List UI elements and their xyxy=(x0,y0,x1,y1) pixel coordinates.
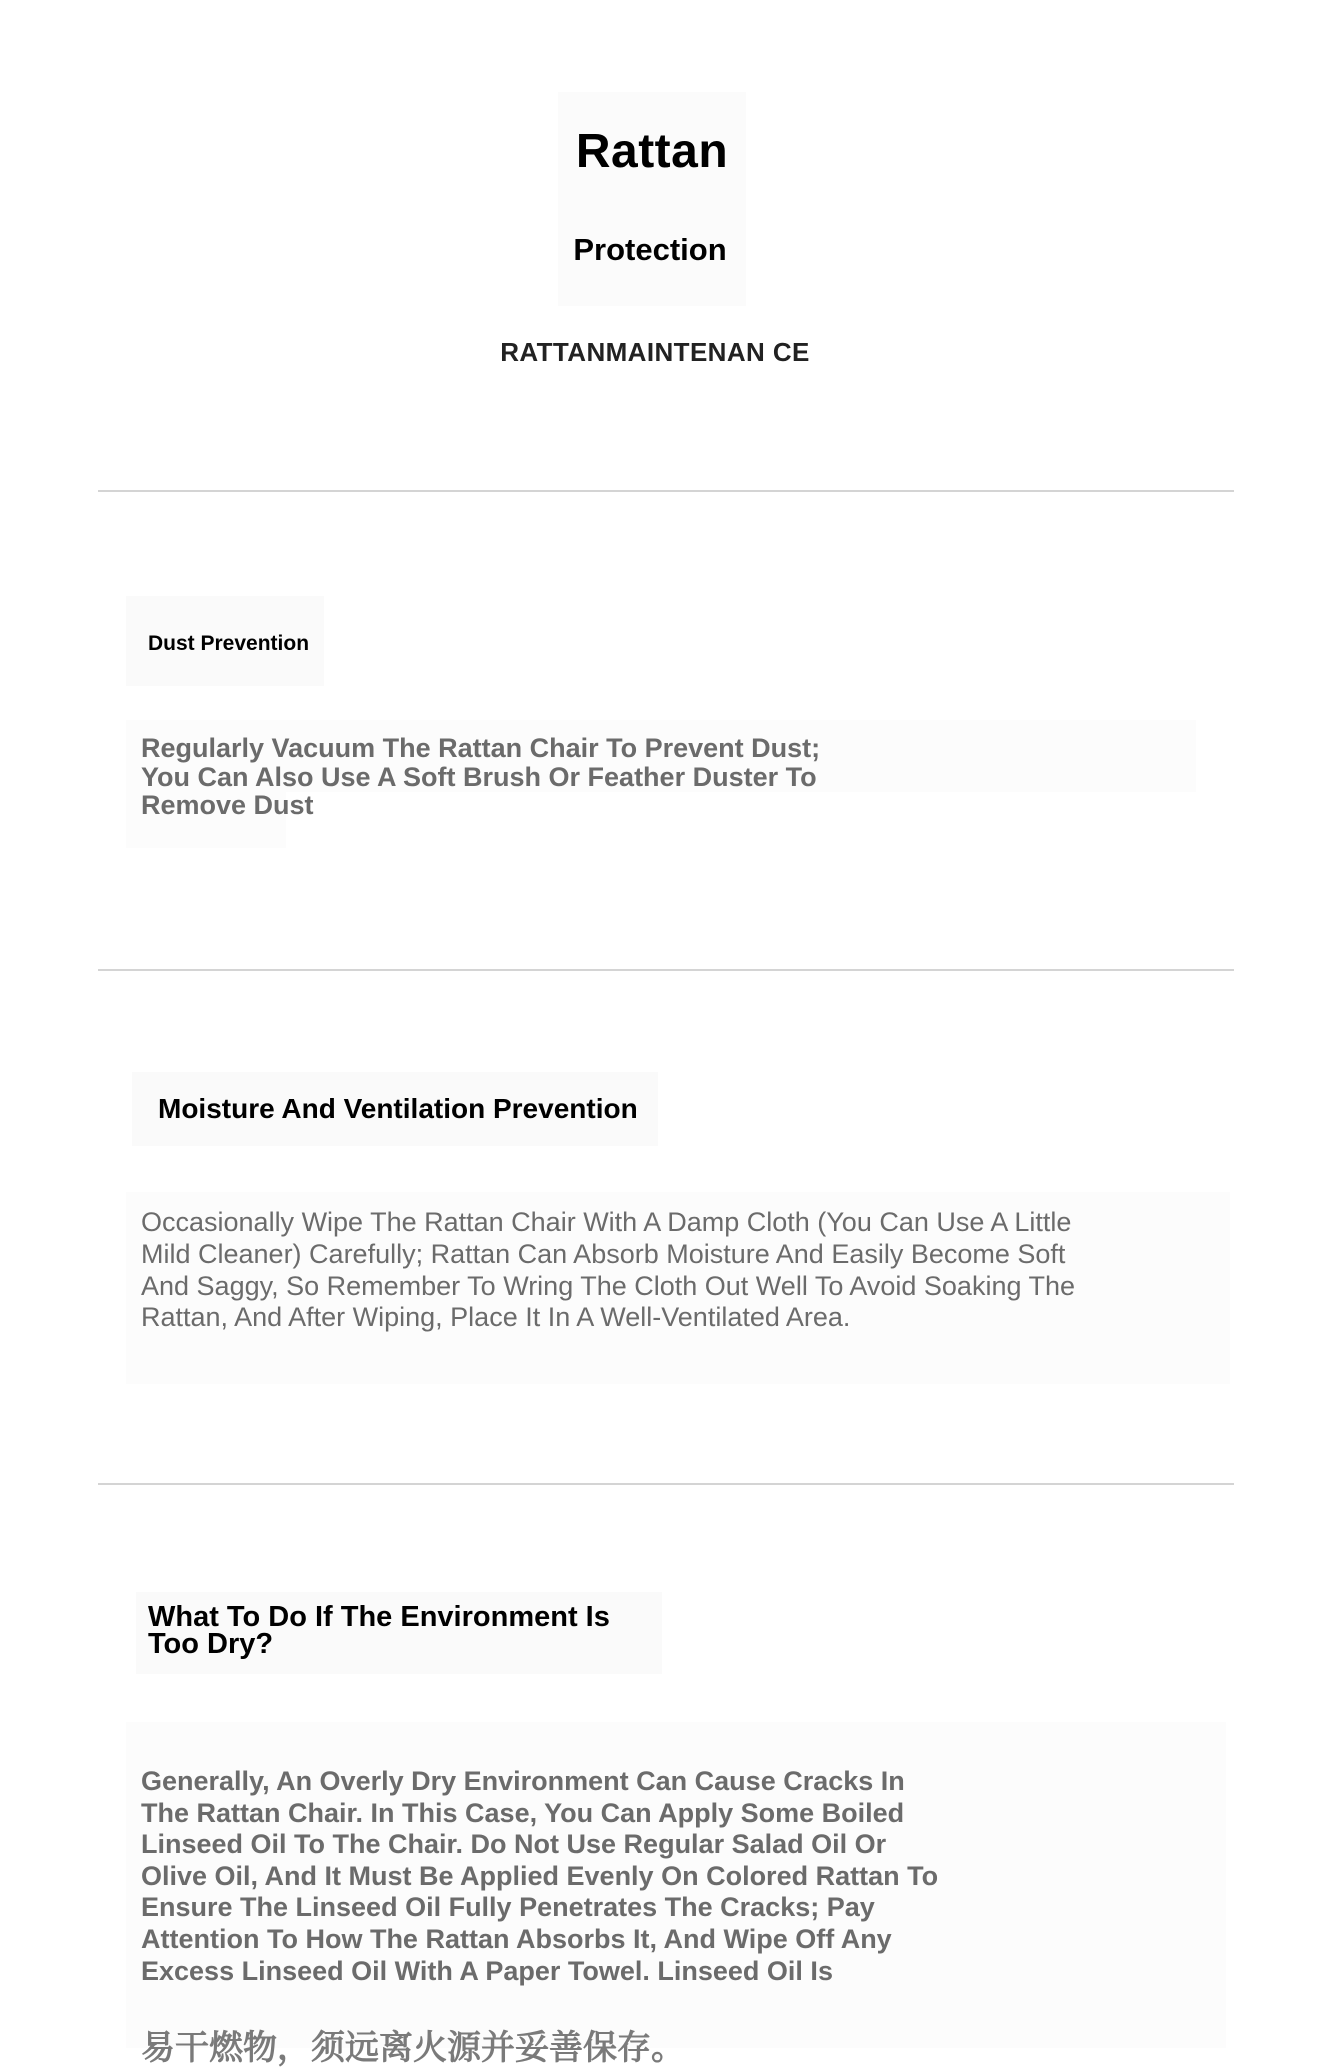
page-subtitle: Protection xyxy=(573,232,727,267)
section-body-dust: Regularly Vacuum The Rattan Chair To Prevent Dust; You Can Also Use A Soft Brush Or Feather Duster To Remove Dust xyxy=(141,733,821,820)
section-heading-dust: Dust Prevention xyxy=(148,632,310,655)
divider xyxy=(98,1483,1234,1485)
section-body-dry-continuation: 易干燃物，须远离火源并妥善保存。 xyxy=(141,2029,685,2067)
brand-label: RATTANMAINTENAN CE xyxy=(500,337,810,367)
section-body-moisture: Occasionally Wipe The Rattan Chair With A Damp Cloth (You Can Use A Little Mild Cleaner) Carefully; Rattan Can Absorb Moisture And Easily Become Soft And Saggy, So Remember To Wring The Cloth Out Well To Avoid Soaking The Rattan, And After Wiping, Place It In A Well-Ventilated Area. xyxy=(141,1207,1076,1333)
page-title: Rattan xyxy=(575,125,729,178)
section-heading-dry: What To Do If The Environment Is Too Dry? xyxy=(148,1601,610,1660)
section-heading-moisture: Moisture And Ventilation Prevention xyxy=(158,1093,638,1124)
section-body-dry: Generally, An Overly Dry Environment Can Cause Cracks In The Rattan Chair. In This Case, You Can Apply Some Boiled Linseed Oil To The Chair. Do Not Use Regular Salad Oil Or Olive Oil, And It Must Be Applied Evenly On Colored Rattan To Ensure The Linseed Oil Fully Penetrates The Cracks; Pay Attention To How The Rattan Absorbs It, And Wipe Off Any Excess Linseed Oil With A Paper Towel. Linseed Oil Is xyxy=(141,1766,939,1986)
divider xyxy=(98,969,1234,971)
divider xyxy=(98,490,1234,492)
